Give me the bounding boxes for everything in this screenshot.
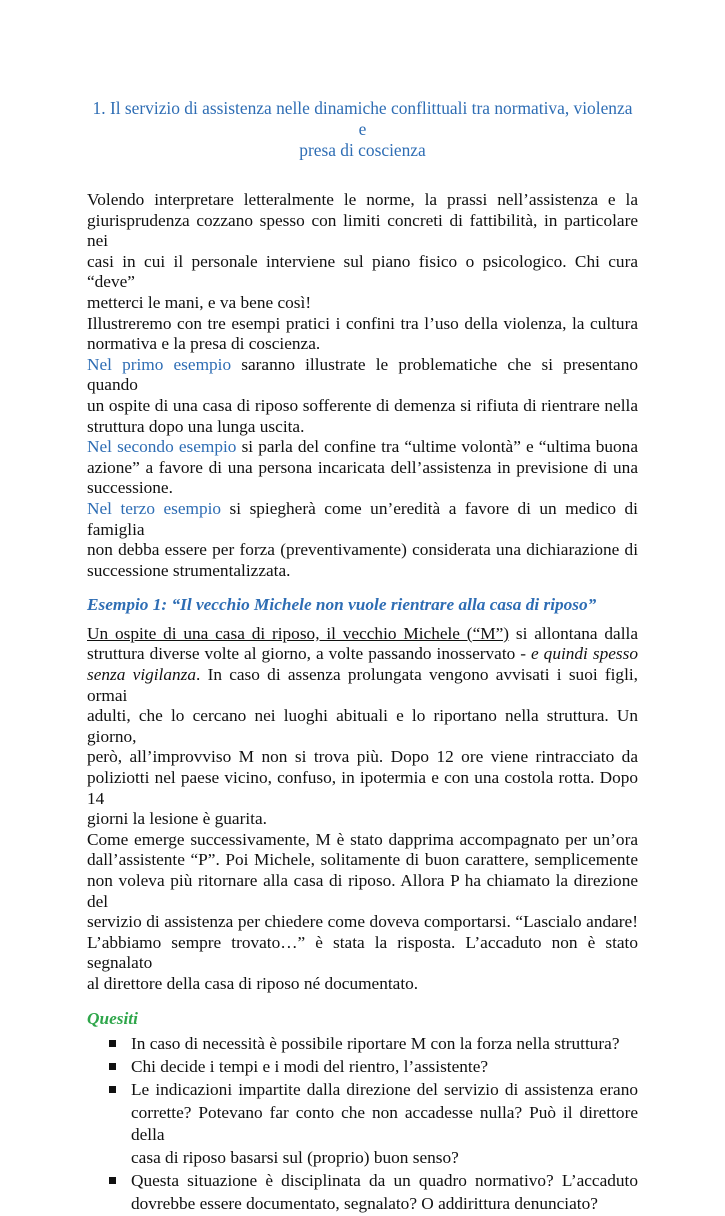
quesiti-title: Quesiti (87, 1008, 138, 1028)
example-line: L’abbiamo sempre trovato…” è stata la risposta. L’accaduto non è stato segnalato (87, 932, 638, 973)
intro-line: casi in cui il personale interviene sul piano fisico o psicologico. Chi cura “deve” (87, 251, 638, 292)
example-3-label: Nel terzo esempio (87, 498, 222, 518)
intro-line: successione. (87, 478, 173, 498)
list-item (87, 1033, 638, 1056)
example-line: non voleva più ritornare alla casa di riposo. Allora P ha chiamato la direzione del (87, 871, 638, 911)
intro-text: saranno illustrate le problematiche che si presentano quando (87, 354, 638, 395)
underlined-text: Un ospite di una casa di riposo, il vecchio Michele (“M”) (87, 623, 510, 643)
list-item (87, 1056, 638, 1079)
example-1-paragraph-1 (87, 624, 638, 830)
intro-line: successione strumentalizzata. (87, 560, 291, 580)
intro-line: Volendo interpretare letteralmente le norme, la prassi nell’assistenza e la (87, 190, 638, 209)
square-bullet-icon (109, 1086, 116, 1093)
italic-text: senza vigilanza (87, 665, 197, 685)
chapter-heading (87, 98, 638, 161)
intro-text: si parla del confine tra “ultime volontà” e “ultima buona (236, 437, 638, 457)
example-1-intro-line (87, 355, 638, 396)
example-line (87, 624, 638, 645)
example-2-intro-line (87, 437, 638, 458)
list-item-text: Chi decide i tempi e i modi del rientro, l’assistente? (131, 1056, 489, 1076)
example-line: dall’assistente “P”. Poi Michele, solitamente di buon carattere, semplicemente (87, 850, 638, 870)
example-line: servizio di assistenza per chiedere come doveva comportarsi. “Lascialo andare! (87, 912, 638, 932)
list-item-text: dovrebbe essere documentato, segnalato? O addirittura denunciato? (131, 1193, 598, 1213)
example-text: si allontana dalla (509, 623, 638, 643)
example-line: adulti, che lo cercano nei luoghi abituali e lo riportano nella struttura. Un giorno, (87, 706, 638, 746)
example-1-paragraph-2 (87, 830, 638, 995)
example-text: struttura diverse volte al giorno, a volte passando inosservato - (87, 644, 532, 664)
intro-text: si spiegherà come un’eredità a favore di un medico di famiglia (87, 498, 638, 539)
intro-line: Illustreremo con tre esempi pratici i confini tra l’uso della violenza, la cultura (87, 313, 638, 333)
example-text: . In caso di assenza prolungata vengono avvisati i suoi figli, ormai (87, 665, 638, 705)
example-1-title: Esempio 1: “Il vecchio Michele non vuole rientrare alla casa di riposo” (87, 595, 597, 615)
chapter-heading-line-1: 1. Il servizio di assistenza nelle dinamiche conflittuali tra normativa, violenza e (92, 98, 633, 139)
quesiti-list (87, 1033, 638, 1215)
example-3-intro-line (87, 499, 638, 540)
italic-text: e quindi spesso (531, 644, 638, 664)
intro-line: un ospite di una casa di riposo sofferente di demenza si rifiuta di rientrare nella (87, 395, 638, 415)
list-item (87, 1170, 638, 1216)
chapter-heading-line-2: presa di coscienza (299, 140, 426, 160)
example-2-label: Nel secondo esempio (87, 437, 237, 457)
intro-paragraph (87, 190, 638, 581)
example-line (87, 644, 638, 665)
intro-line: struttura dopo una lunga uscita. (87, 416, 305, 436)
list-item-text: Questa situazione è disciplinata da un quadro normativo? L’accaduto (131, 1170, 638, 1190)
example-1-label: Nel primo esempio (87, 354, 232, 374)
square-bullet-icon (109, 1063, 116, 1070)
example-line: giorni la lesione è guarita. (87, 809, 267, 829)
example-line: al direttore della casa di riposo né documentato. (87, 973, 419, 993)
list-item (87, 1079, 638, 1170)
example-line: poliziotti nel paese vicino, confuso, in ipotermia e con una costola rotta. Dopo 14 (87, 768, 638, 808)
list-item-text: casa di riposo basarsi sul (proprio) buon senso? (131, 1148, 459, 1168)
intro-line: non debba essere per forza (preventivamente) considerata una dichiarazione di (87, 540, 638, 560)
list-item-text: corrette? Potevano far conto che non accadesse nulla? Può il direttore della (131, 1102, 638, 1145)
square-bullet-icon (109, 1177, 116, 1184)
example-line: Come emerge successivamente, M è stato dapprima accompagnato per un’ora (87, 829, 638, 849)
list-item-text: Le indicazioni impartite dalla direzione del servizio di assistenza erano (131, 1079, 638, 1099)
intro-line: normativa e la presa di coscienza. (87, 334, 321, 354)
example-line: però, all’improvviso M non si trova più. Dopo 12 ore viene rintracciato da (87, 747, 638, 767)
example-line (87, 665, 638, 706)
intro-line: metterci le mani, e va bene così! (87, 292, 312, 312)
intro-line: azione” a favore di una persona incaricata dell’assistenza in previsione di una (87, 457, 638, 477)
list-item-text: In caso di necessità è possibile riportare M con la forza nella struttura? (131, 1034, 620, 1054)
square-bullet-icon (109, 1040, 116, 1047)
intro-line: giurisprudenza cozzano spesso con limiti concreti di fattibilità, in particolare nei (87, 210, 638, 251)
